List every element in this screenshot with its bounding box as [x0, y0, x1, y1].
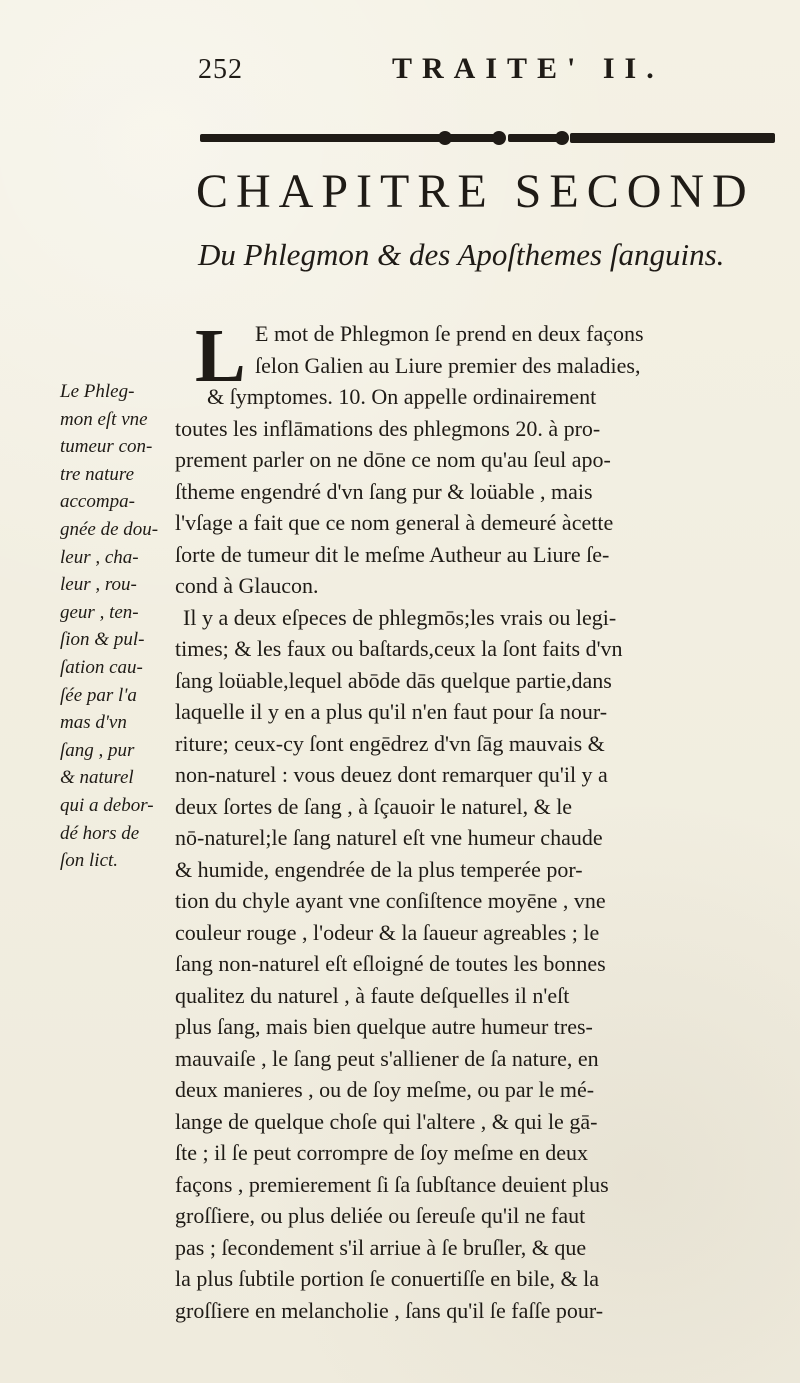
text-line: ſte ; il ſe peut corrompre de ſoy meſme en deux	[175, 1140, 588, 1165]
text-line: non-naturel : vous deuez dont remarquer qu'il y a	[175, 762, 608, 787]
text-line: qualitez du naturel , à faute deſquelles il n'eſt	[175, 982, 570, 1008]
chapter-title: CHAPITRE SECOND	[196, 165, 755, 218]
page-number: 252	[198, 54, 243, 85]
text-line: groſſiere, ou plus deliée ou ſereuſe qu'il ne faut	[175, 1203, 586, 1228]
text-line: laquelle il y en a plus qu'il n'en faut pour ſa nour-	[175, 699, 608, 724]
ornamental-rule-segment	[508, 134, 560, 142]
ornamental-dot	[555, 131, 569, 145]
text-line: mauvaiſe , le ſang peut s'alliener de ſa nature, en	[175, 1045, 599, 1071]
ornamental-dot	[492, 131, 506, 145]
text-line: ſang non-naturel eſt eſloigné de toutes les bonnes	[175, 951, 606, 976]
text-line: groſſiere en melancholie , ſans qu'il ſe faſſe pour-	[175, 1297, 604, 1323]
text-line: deux ſortes de ſang , à ſçauoir le naturel, & le	[175, 793, 573, 819]
text-line: pas ; ſecondement s'il arriue à ſe bruſler, & que	[175, 1234, 587, 1260]
text-line: couleur rouge , l'odeur & la ſaueur agreables ; le	[175, 919, 600, 945]
text-line: ſelon Galien au Liure premier des maladies,	[255, 352, 641, 378]
running-head: TRAITE' II.	[392, 52, 664, 85]
text-line: Il y a deux eſpeces de phlegmōs;les vrais ou legi-	[183, 604, 617, 630]
page-header	[0, 54, 800, 94]
text-line: times; & les faux ou baſtards,ceux la ſont faits d'vn	[175, 636, 623, 661]
text-line: ſang loüable,lequel abōde dās quelque partie,dans	[175, 667, 612, 693]
text-line: E mot de Phlegmon ſe prend en deux façons	[255, 321, 644, 346]
margin-note: Le Phleg- mon eſt vne tumeur con- tre nature accompa- gnée de dou- leur , cha- leur , rou- geur , ten- ſion & pul- ſation cau- ſée par l'a mas d'vn ſang , pur & naturel qui a debor- dé hors de ſon lict.	[60, 381, 159, 872]
text-line: & humide, engendrée de la plus temperée por-	[175, 856, 583, 882]
text-line: deux manieres , ou de ſoy meſme, ou par le mé-	[175, 1077, 595, 1102]
text-line: ſtheme engendré d'vn ſang pur & loüable , mais	[175, 478, 593, 504]
text-line: tion du chyle ayant vne conſiſtence moyēne , vne	[175, 888, 606, 913]
drop-cap-letter: L	[195, 314, 246, 398]
text-line: lange de quelque choſe qui l'altere , & qui le gā-	[175, 1108, 598, 1134]
opening-paragraph	[175, 314, 773, 413]
text-line: ſorte de tumeur dit le meſme Autheur au Liure ſe-	[175, 541, 610, 567]
chapter-subtitle: Du Phlegmon & des Apoſthemes ſanguins.	[198, 237, 725, 272]
text-line: toutes les inflāmations des phlegmons 20. à pro-	[175, 415, 601, 441]
text-line: riture; ceux-cy ſont engēdrez d'vn ſāg mauvais &	[175, 730, 605, 756]
ornamental-rule-segment	[448, 134, 498, 142]
text-line: cond à Glaucon.	[175, 573, 319, 598]
text-line: l'vſage a fait que ce nom general à demeuré àcette	[175, 510, 614, 535]
text-line: plus ſang, mais bien quelque autre humeur tres-	[175, 1014, 593, 1039]
text-line: nō-naturel;le ſang naturel eſt vne humeur chaude	[175, 825, 603, 850]
ornamental-rule	[200, 128, 775, 146]
text-line: & ſymptomes. 10. On appelle ordinairement	[207, 384, 597, 409]
text-line: prement parler on ne dōne ce nom qu'au ſeul apo-	[175, 447, 611, 472]
ornamental-rule-segment	[570, 133, 775, 143]
text-line: la plus ſubtile portion ſe conuertiſſe en bile, & la	[175, 1266, 600, 1291]
text-line: façons , premierement ſi ſa ſubſtance deuient plus	[175, 1171, 609, 1197]
body-text	[175, 314, 773, 1326]
ornamental-rule-segment	[200, 134, 442, 142]
